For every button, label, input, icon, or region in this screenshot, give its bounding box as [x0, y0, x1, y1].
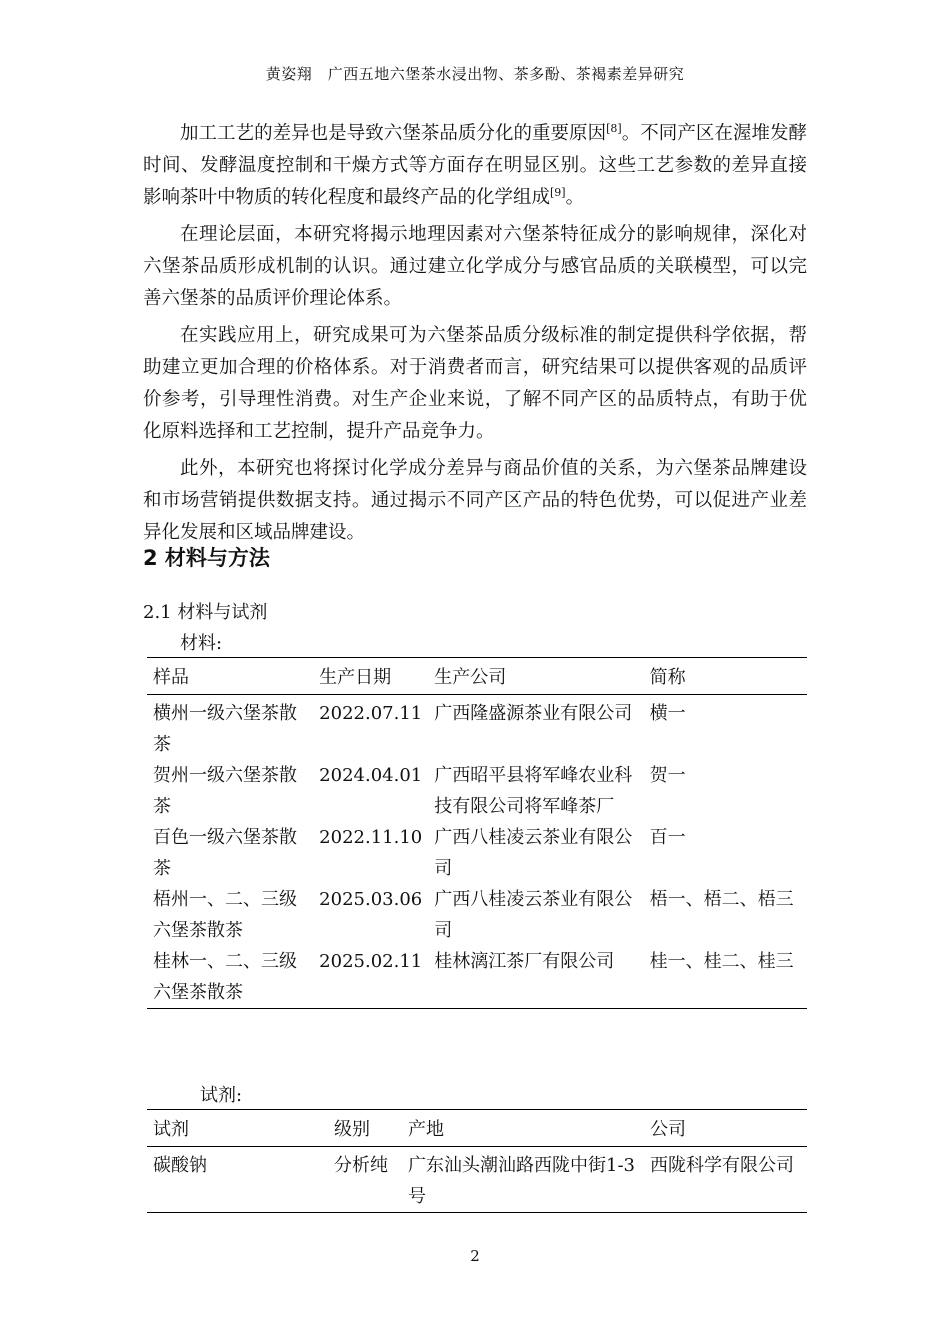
- table-cell: 桂林一、二、三级六堡茶散茶: [153, 951, 297, 1003]
- table-cell: 桂林漓江茶厂有限公司: [434, 951, 615, 972]
- column-header: 试剂: [153, 1119, 189, 1140]
- table-row: [147, 760, 807, 822]
- table-cell: 百一: [649, 827, 686, 848]
- table-cell: 广西昭平县将军峰农业科技有限公司将军峰茶厂: [434, 765, 633, 817]
- body-text: [143, 118, 807, 554]
- materials-caption: 材料:: [180, 633, 223, 654]
- table-cell: 2024.04.01: [319, 765, 423, 786]
- reagents-caption: 试剂:: [200, 1085, 243, 1106]
- table-header-row: [147, 1110, 807, 1147]
- running-title: 黄姿翔 广西五地六堡茶水浸出物、茶多酚、茶褐素差异研究: [265, 65, 685, 83]
- table-cell: 广东汕头潮汕路西陇中街1-3号: [408, 1155, 635, 1207]
- citation: [8]: [606, 121, 622, 135]
- table-cell: 广西隆盛源茶业有限公司: [434, 703, 633, 724]
- table-row: [147, 822, 807, 884]
- table-cell: 百色一级六堡茶散茶: [153, 827, 297, 879]
- citation: [9]: [550, 185, 566, 199]
- table-cell: 广西八桂凌云茶业有限公司: [434, 827, 633, 879]
- paragraph: [143, 118, 807, 214]
- materials-table: [147, 657, 807, 1009]
- table-cell: 2025.02.11: [319, 951, 423, 972]
- section-heading: 2 材料与方法: [143, 546, 270, 570]
- paragraph: 在实践应用上，研究成果可为六堡茶品质分级标准的制定提供科学依据，帮助建立更加合理的价格体系。对于消费者而言，研究结果可以提供客观的品质评价参考，引导理性消费。对生产企业来说，了解不同产区的品质特点，有助于优化原料选择和工艺控制，提升产品竞争力。: [143, 325, 807, 442]
- table-row: [147, 695, 807, 761]
- page-number: 2: [470, 1247, 480, 1265]
- table-cell: 桂一、桂二、桂三: [649, 951, 794, 972]
- table-cell: 2022.11.10: [319, 827, 423, 848]
- table-row: [147, 1147, 807, 1213]
- table-cell: 2025.03.06: [319, 889, 423, 910]
- column-header: 级别: [334, 1119, 370, 1140]
- table-cell: 梧州一、二、三级六堡茶散茶: [153, 889, 297, 941]
- table-cell: 碳酸钠: [153, 1155, 207, 1176]
- column-header: 简称: [649, 667, 686, 688]
- column-header: 生产日期: [319, 667, 392, 688]
- paragraph-text: 。: [565, 187, 585, 208]
- table-cell: 贺州一级六堡茶散茶: [153, 765, 297, 817]
- column-header: 公司: [650, 1119, 686, 1140]
- column-header: 产地: [408, 1119, 444, 1140]
- table-header-row: [147, 658, 807, 695]
- paragraph: 此外，本研究也将探讨化学成分差异与商品价值的关系，为六堡茶品牌建设和市场营销提供数据支持。通过揭示不同产区产品的特色优势，可以促进产业差异化发展和区域品牌建设。: [143, 458, 807, 543]
- table-cell: 梧一、梧二、梧三: [649, 889, 794, 910]
- table-cell: 广西八桂凌云茶业有限公司: [434, 889, 633, 941]
- table-row: [147, 946, 807, 1009]
- paragraph-text: 。不同产区在渥堆发酵时间、发酵温度控制和干燥方式等方面存在明显区别。这些工艺参数的差异直接影响茶叶中物质的转化程度和最终产品的化学组成: [143, 123, 807, 208]
- table-cell: 2022.07.11: [319, 703, 423, 724]
- paragraph: 在理论层面，本研究将揭示地理因素对六堡茶特征成分的影响规律，深化对六堡茶品质形成机制的认识。通过建立化学成分与感官品质的关联模型，可以完善六堡茶的品质评价理论体系。: [143, 224, 807, 309]
- subsection-heading: 2.1 材料与试剂: [143, 602, 268, 623]
- column-header: 生产公司: [434, 667, 507, 688]
- table-cell: 横州一级六堡茶散茶: [153, 703, 297, 755]
- table-cell: 西陇科学有限公司: [650, 1155, 794, 1176]
- table-cell: 分析纯: [334, 1155, 388, 1176]
- paragraph-text: 加工工艺的差异也是导致六堡茶品质分化的重要原因: [180, 123, 607, 144]
- column-header: 样品: [153, 667, 189, 688]
- table-row: [147, 884, 807, 946]
- table-cell: 横一: [649, 703, 686, 724]
- table-cell: 贺一: [649, 765, 686, 786]
- reagents-table: [147, 1109, 807, 1213]
